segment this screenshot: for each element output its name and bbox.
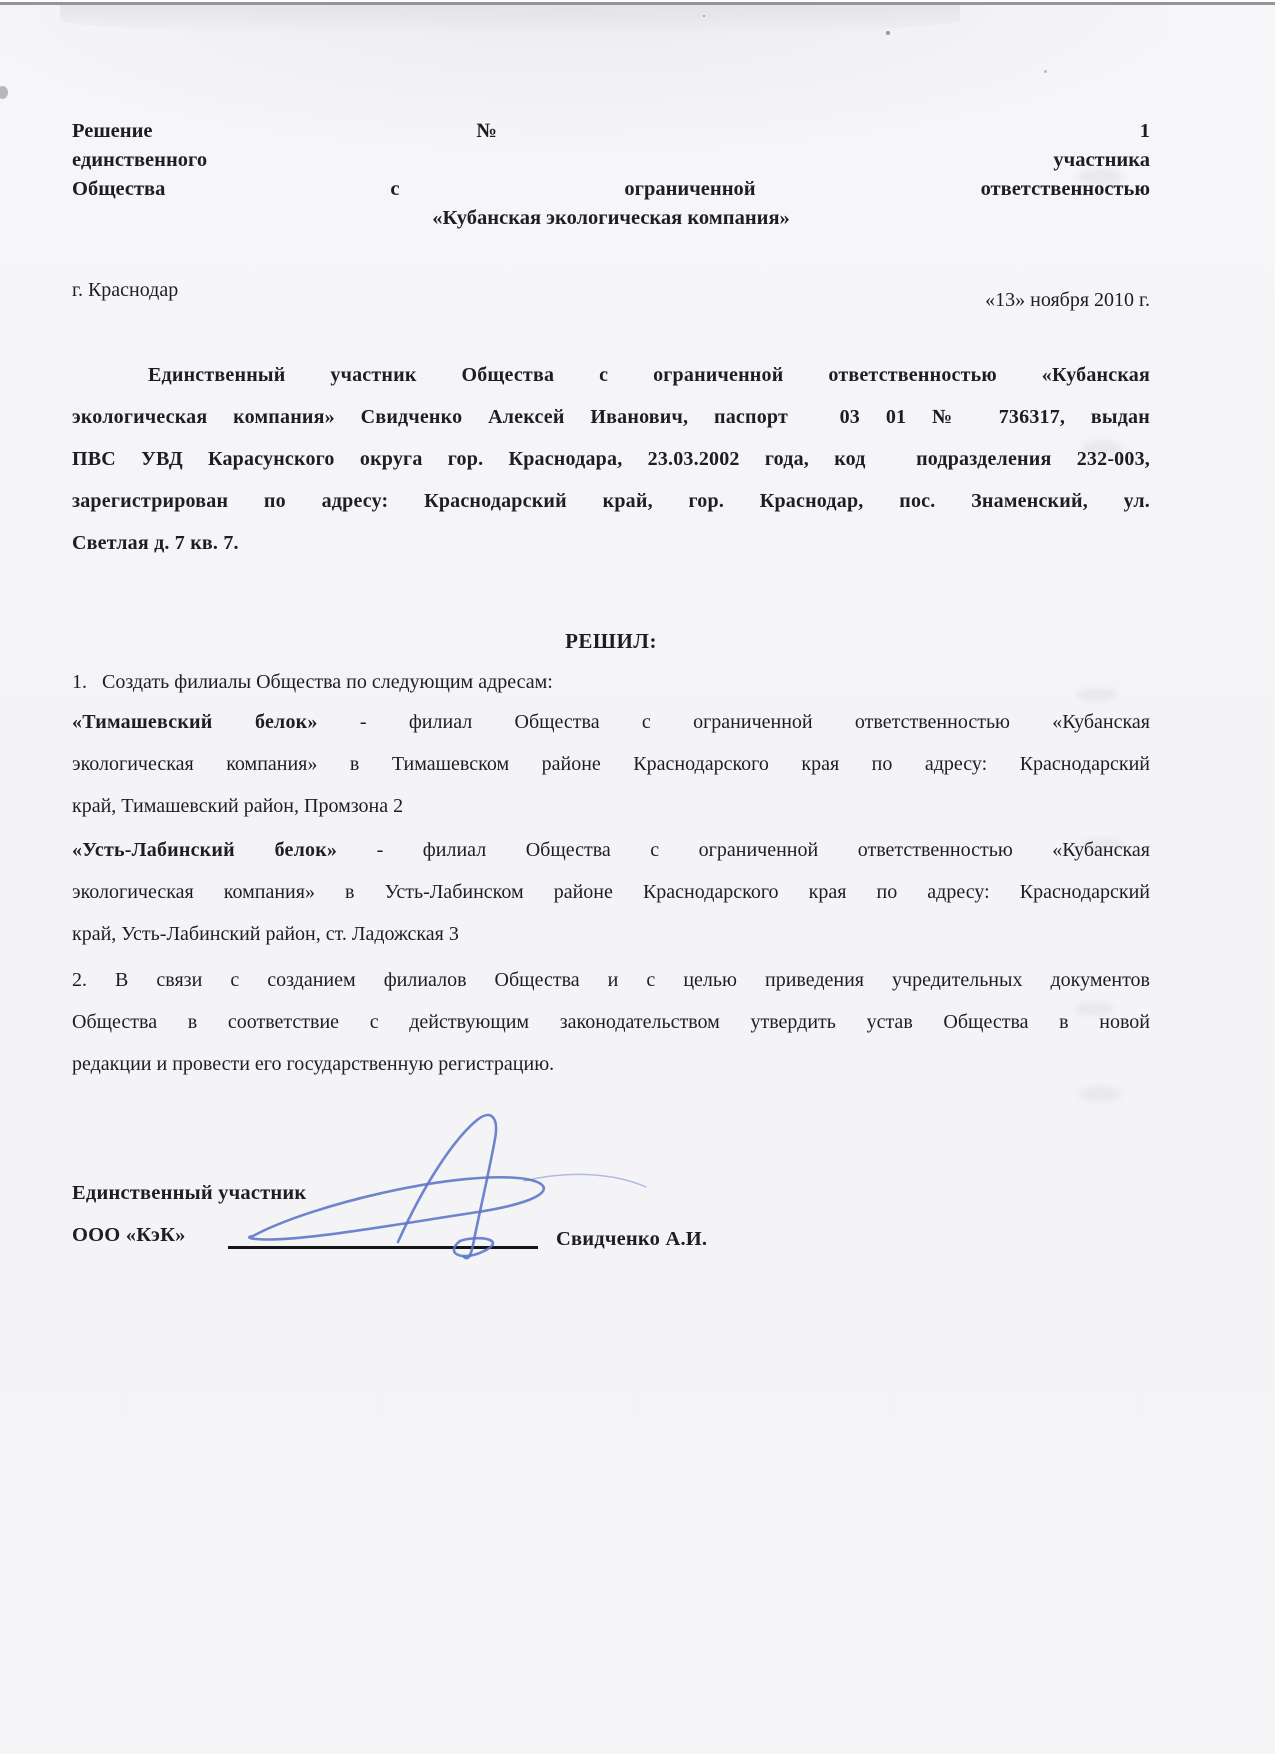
text-line: ПВС УВД Карасунского округа гор. Краснодара, 23.03.2002 года, код подразделения 232-003, xyxy=(72,448,1150,470)
text-line: единственного участника xyxy=(72,149,1150,171)
text-line: край, Тимашевский район, Промзона 2 xyxy=(72,795,404,817)
intro-paragraph xyxy=(72,354,1150,564)
branch-paragraph-ust-labinsky xyxy=(72,829,1150,955)
text-line: 2. В связи с созданием филиалов Общества и с целью приведения учредительных документов xyxy=(72,969,1150,991)
signature-loop-stroke xyxy=(398,1115,496,1258)
text-line: Решение № 1 xyxy=(72,120,1150,142)
document-title xyxy=(72,117,1150,233)
text-line: Светлая д. 7 кв. 7. xyxy=(72,532,239,554)
document-city: г. Краснодар xyxy=(72,279,179,301)
scan-artifact xyxy=(703,15,705,17)
scan-artifact xyxy=(886,31,890,35)
scan-shading xyxy=(60,5,960,35)
resolution-item-2 xyxy=(72,959,1150,1085)
text-line: 1. Создать филиалы Общества по следующим адресам: xyxy=(72,671,553,693)
resolution-item-1 xyxy=(72,661,1150,703)
text-line: экологическая компания» Свидченко Алексей Иванович, паспорт 03 01 № 736317, выдан xyxy=(72,406,1150,428)
signature-company-label: ООО «КэК» xyxy=(72,1224,186,1246)
scan-artifact xyxy=(0,86,8,99)
text-line: Единственный участник Общества с ограниченной ответственностью «Кубанская xyxy=(148,364,1150,386)
resolved-heading: РЕШИЛ: xyxy=(565,629,657,653)
text-line: зарегистрирован по адресу: Краснодарский край, гор. Краснодар, пос. Знаменский, ул. xyxy=(72,490,1150,512)
text-line: экологическая компания» в Усть-Лабинском районе Краснодарского края по адресу: Краснодарский xyxy=(72,881,1150,903)
signature-tail-stroke xyxy=(524,1174,646,1187)
text-line: край, Усть-Лабинский район, ст. Ладожская 3 xyxy=(72,923,459,945)
signature-line xyxy=(228,1246,538,1249)
text-line: «Кубанская экологическая компания» xyxy=(432,207,790,229)
scan-artifact xyxy=(1044,70,1047,73)
scan-smudge xyxy=(1078,1086,1122,1102)
text-line: «Усть-Лабинский белок» - филиал Общества с ограниченной ответственностью «Кубанская xyxy=(72,839,1150,861)
text-line: экологическая компания» в Тимашевском районе Краснодарского края по адресу: Краснодарский xyxy=(72,753,1150,775)
signature-name: Свидченко А.И. xyxy=(556,1228,708,1250)
text-line: Общества с ограниченной ответственностью xyxy=(72,178,1150,200)
text-line: Общества в соответствие с действующим законодательством утвердить устав Общества в новой xyxy=(72,1011,1150,1033)
signature-role-label: Единственный участник xyxy=(72,1182,307,1204)
branch-paragraph-timashevsky xyxy=(72,701,1150,827)
text-line: редакции и провести его государственную регистрацию. xyxy=(72,1053,555,1075)
text-line: «Тимашевский белок» - филиал Общества с ограниченной ответственностью «Кубанская xyxy=(72,711,1151,733)
document-date: «13» ноября 2010 г. xyxy=(985,289,1150,311)
